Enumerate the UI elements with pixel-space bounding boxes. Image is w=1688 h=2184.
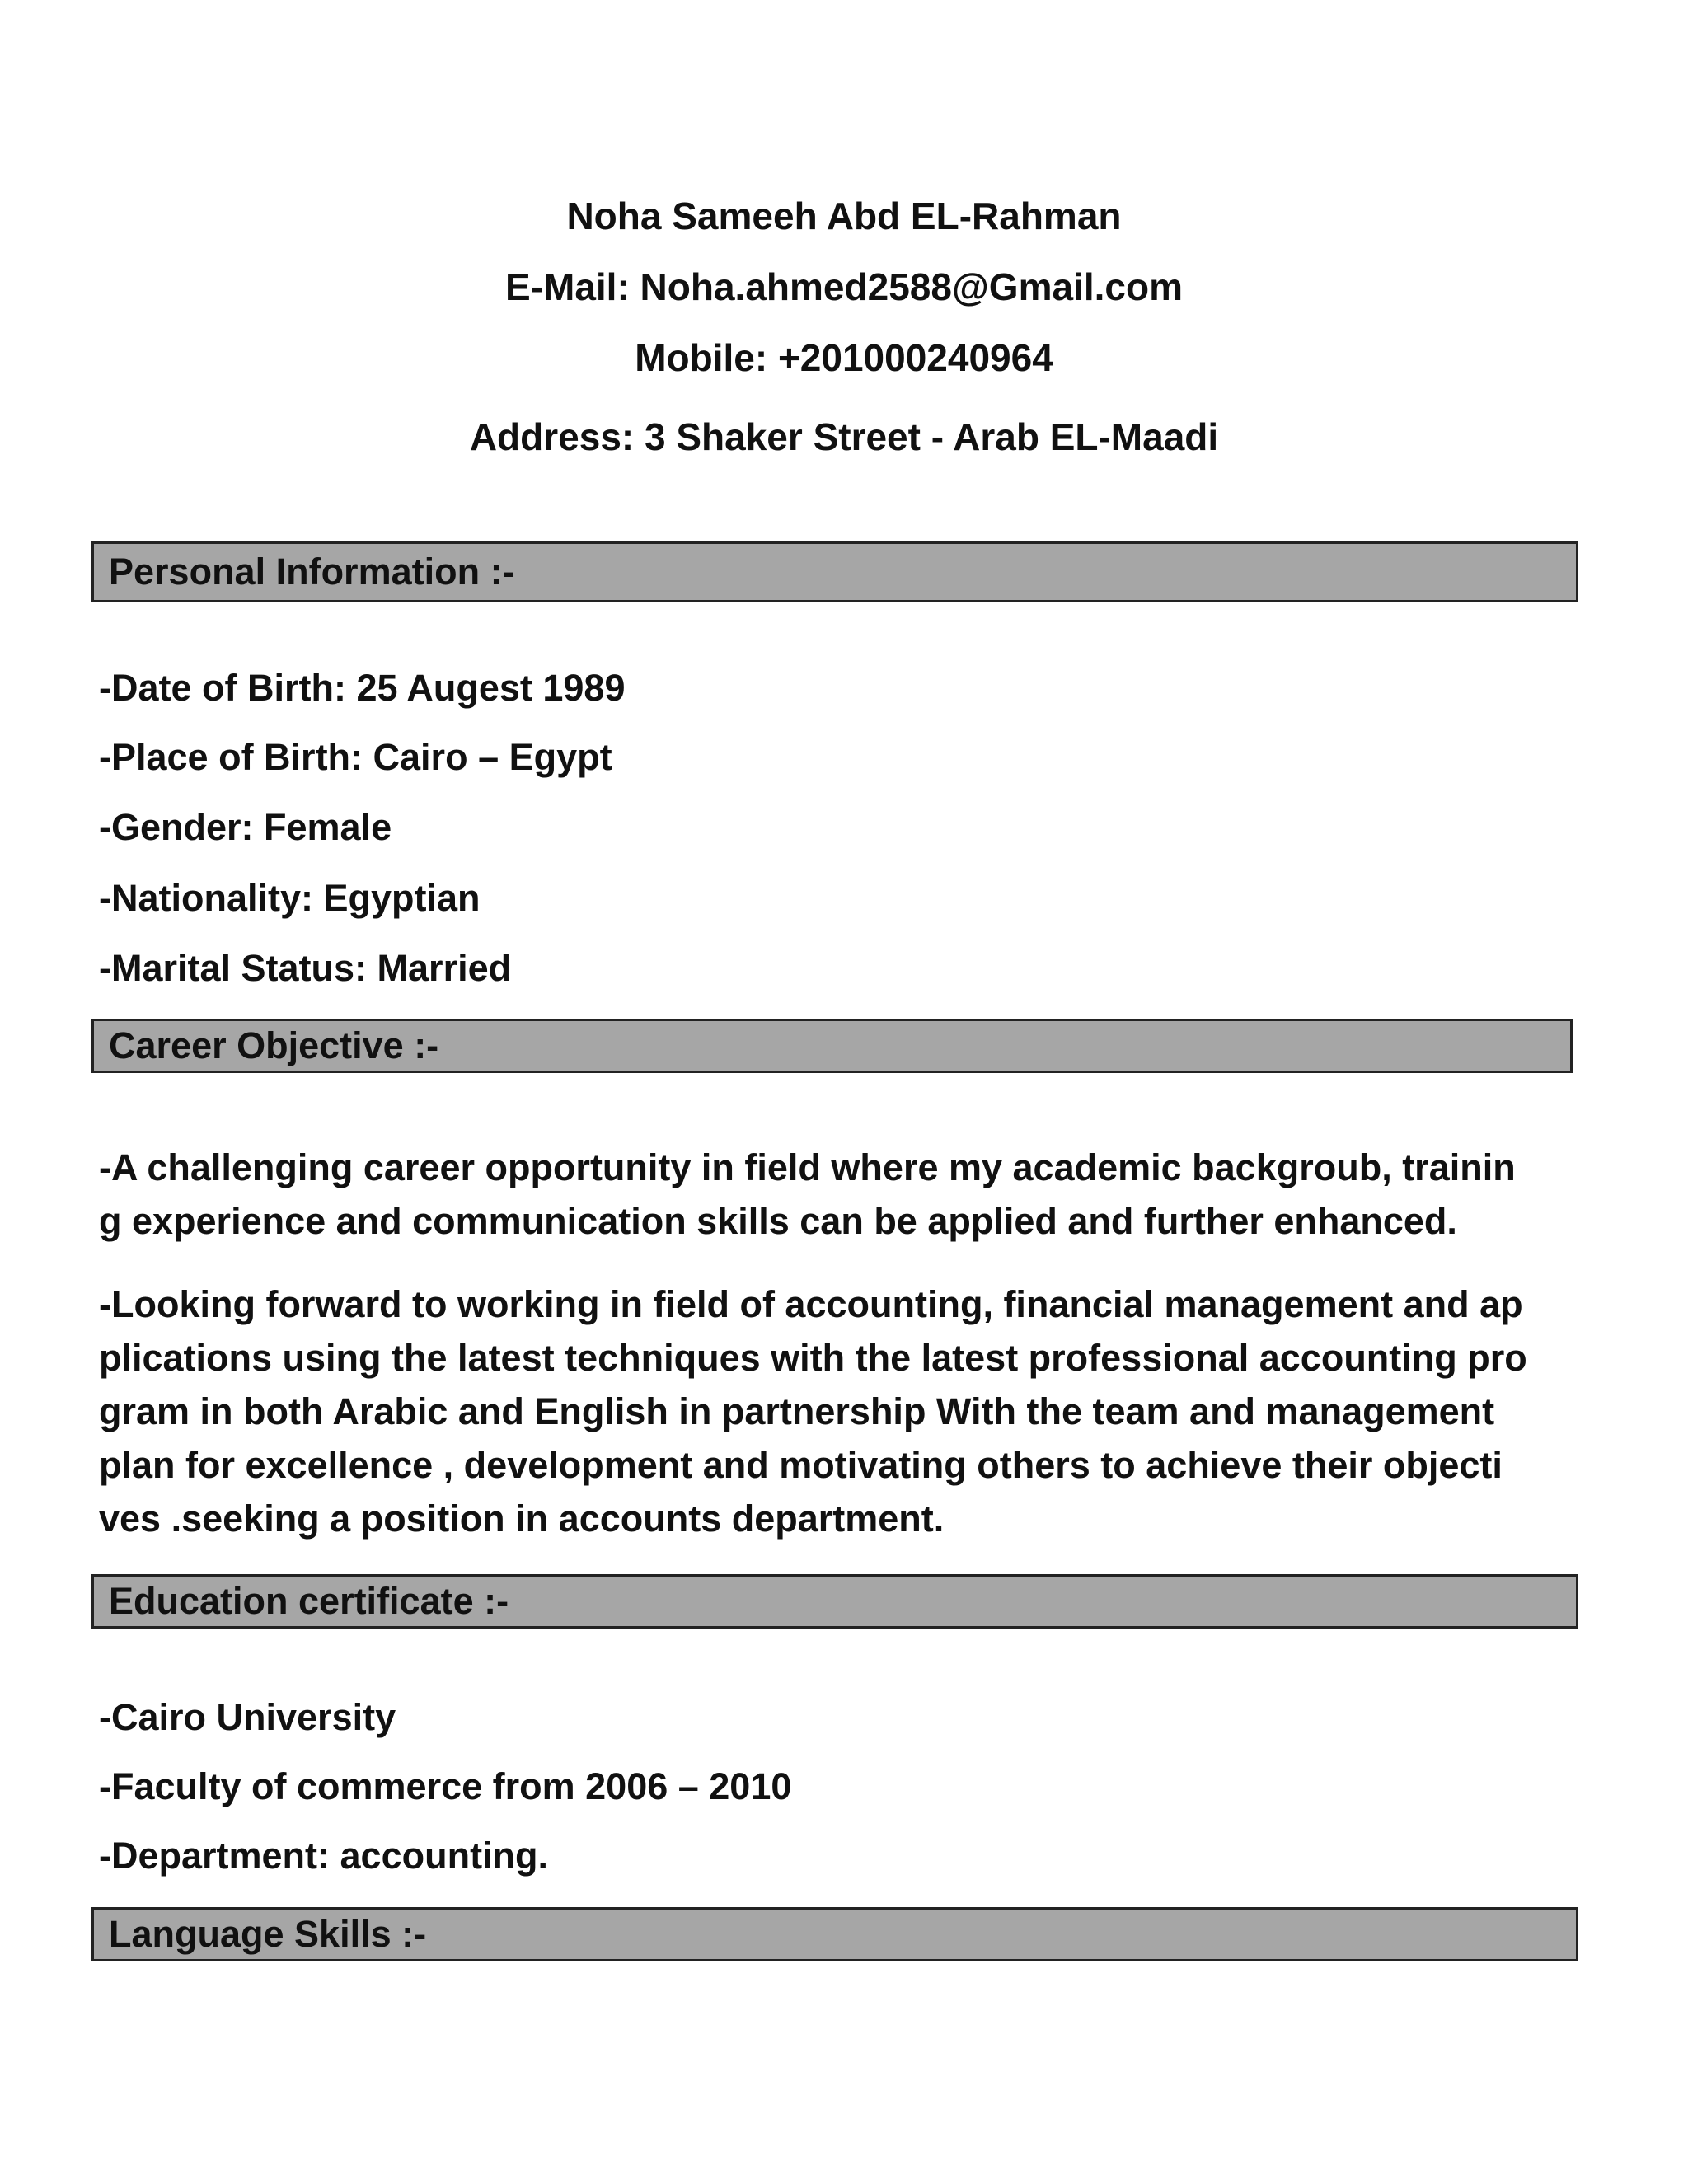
section-title: Career Objective :- bbox=[109, 1024, 439, 1066]
candidate-name: Noha Sameeh Abd EL-Rahman bbox=[566, 194, 1122, 237]
paragraph-line: g experience and communication skills can be applied and further enhanced. bbox=[99, 1200, 1457, 1242]
personal-date-of-birth: -Date of Birth: 25 Augest 1989 bbox=[99, 667, 626, 709]
paragraph-line: plications using the latest techniques with the latest professional accounting pro bbox=[99, 1337, 1527, 1379]
personal-gender: -Gender: Female bbox=[99, 806, 392, 848]
personal-place-of-birth: -Place of Birth: Cairo – Egypt bbox=[99, 736, 612, 778]
career-objective-paragraph-2 bbox=[99, 1277, 1582, 1545]
career-objective-paragraph-1 bbox=[99, 1141, 1582, 1248]
section-header-career-objective bbox=[91, 1019, 1573, 1073]
personal-nationality: -Nationality: Egyptian bbox=[99, 877, 481, 919]
address-line: Address: 3 Shaker Street - Arab EL-Maadi bbox=[469, 415, 1219, 458]
paragraph-line: -Looking forward to working in field of accounting, financial management and ap bbox=[99, 1283, 1523, 1325]
personal-marital-status: -Marital Status: Married bbox=[99, 947, 512, 989]
email-line: E-Mail: Noha.ahmed2588@Gmail.com bbox=[505, 265, 1183, 308]
paragraph-line: -A challenging career opportunity in field where my academic backgroub, trainin bbox=[99, 1146, 1516, 1188]
paragraph-line: gram in both Arabic and English in partnership With the team and management bbox=[99, 1390, 1495, 1432]
paragraph-line: ves .seeking a position in accounts department. bbox=[99, 1497, 945, 1540]
section-title: Education certificate :- bbox=[109, 1580, 509, 1622]
section-header-personal-information bbox=[91, 541, 1578, 602]
mobile-line: Mobile: +201000240964 bbox=[635, 336, 1053, 379]
section-title: Personal Information :- bbox=[109, 551, 515, 593]
section-header-education-certificate bbox=[91, 1574, 1578, 1629]
section-title: Language Skills :- bbox=[109, 1913, 427, 1955]
education-university: -Cairo University bbox=[99, 1696, 396, 1738]
paragraph-line: plan for excellence , development and motivating others to achieve their objecti bbox=[99, 1444, 1503, 1486]
education-faculty: -Faculty of commerce from 2006 – 2010 bbox=[99, 1765, 792, 1807]
education-department: -Department: accounting. bbox=[99, 1835, 549, 1877]
section-header-language-skills bbox=[91, 1907, 1578, 1961]
